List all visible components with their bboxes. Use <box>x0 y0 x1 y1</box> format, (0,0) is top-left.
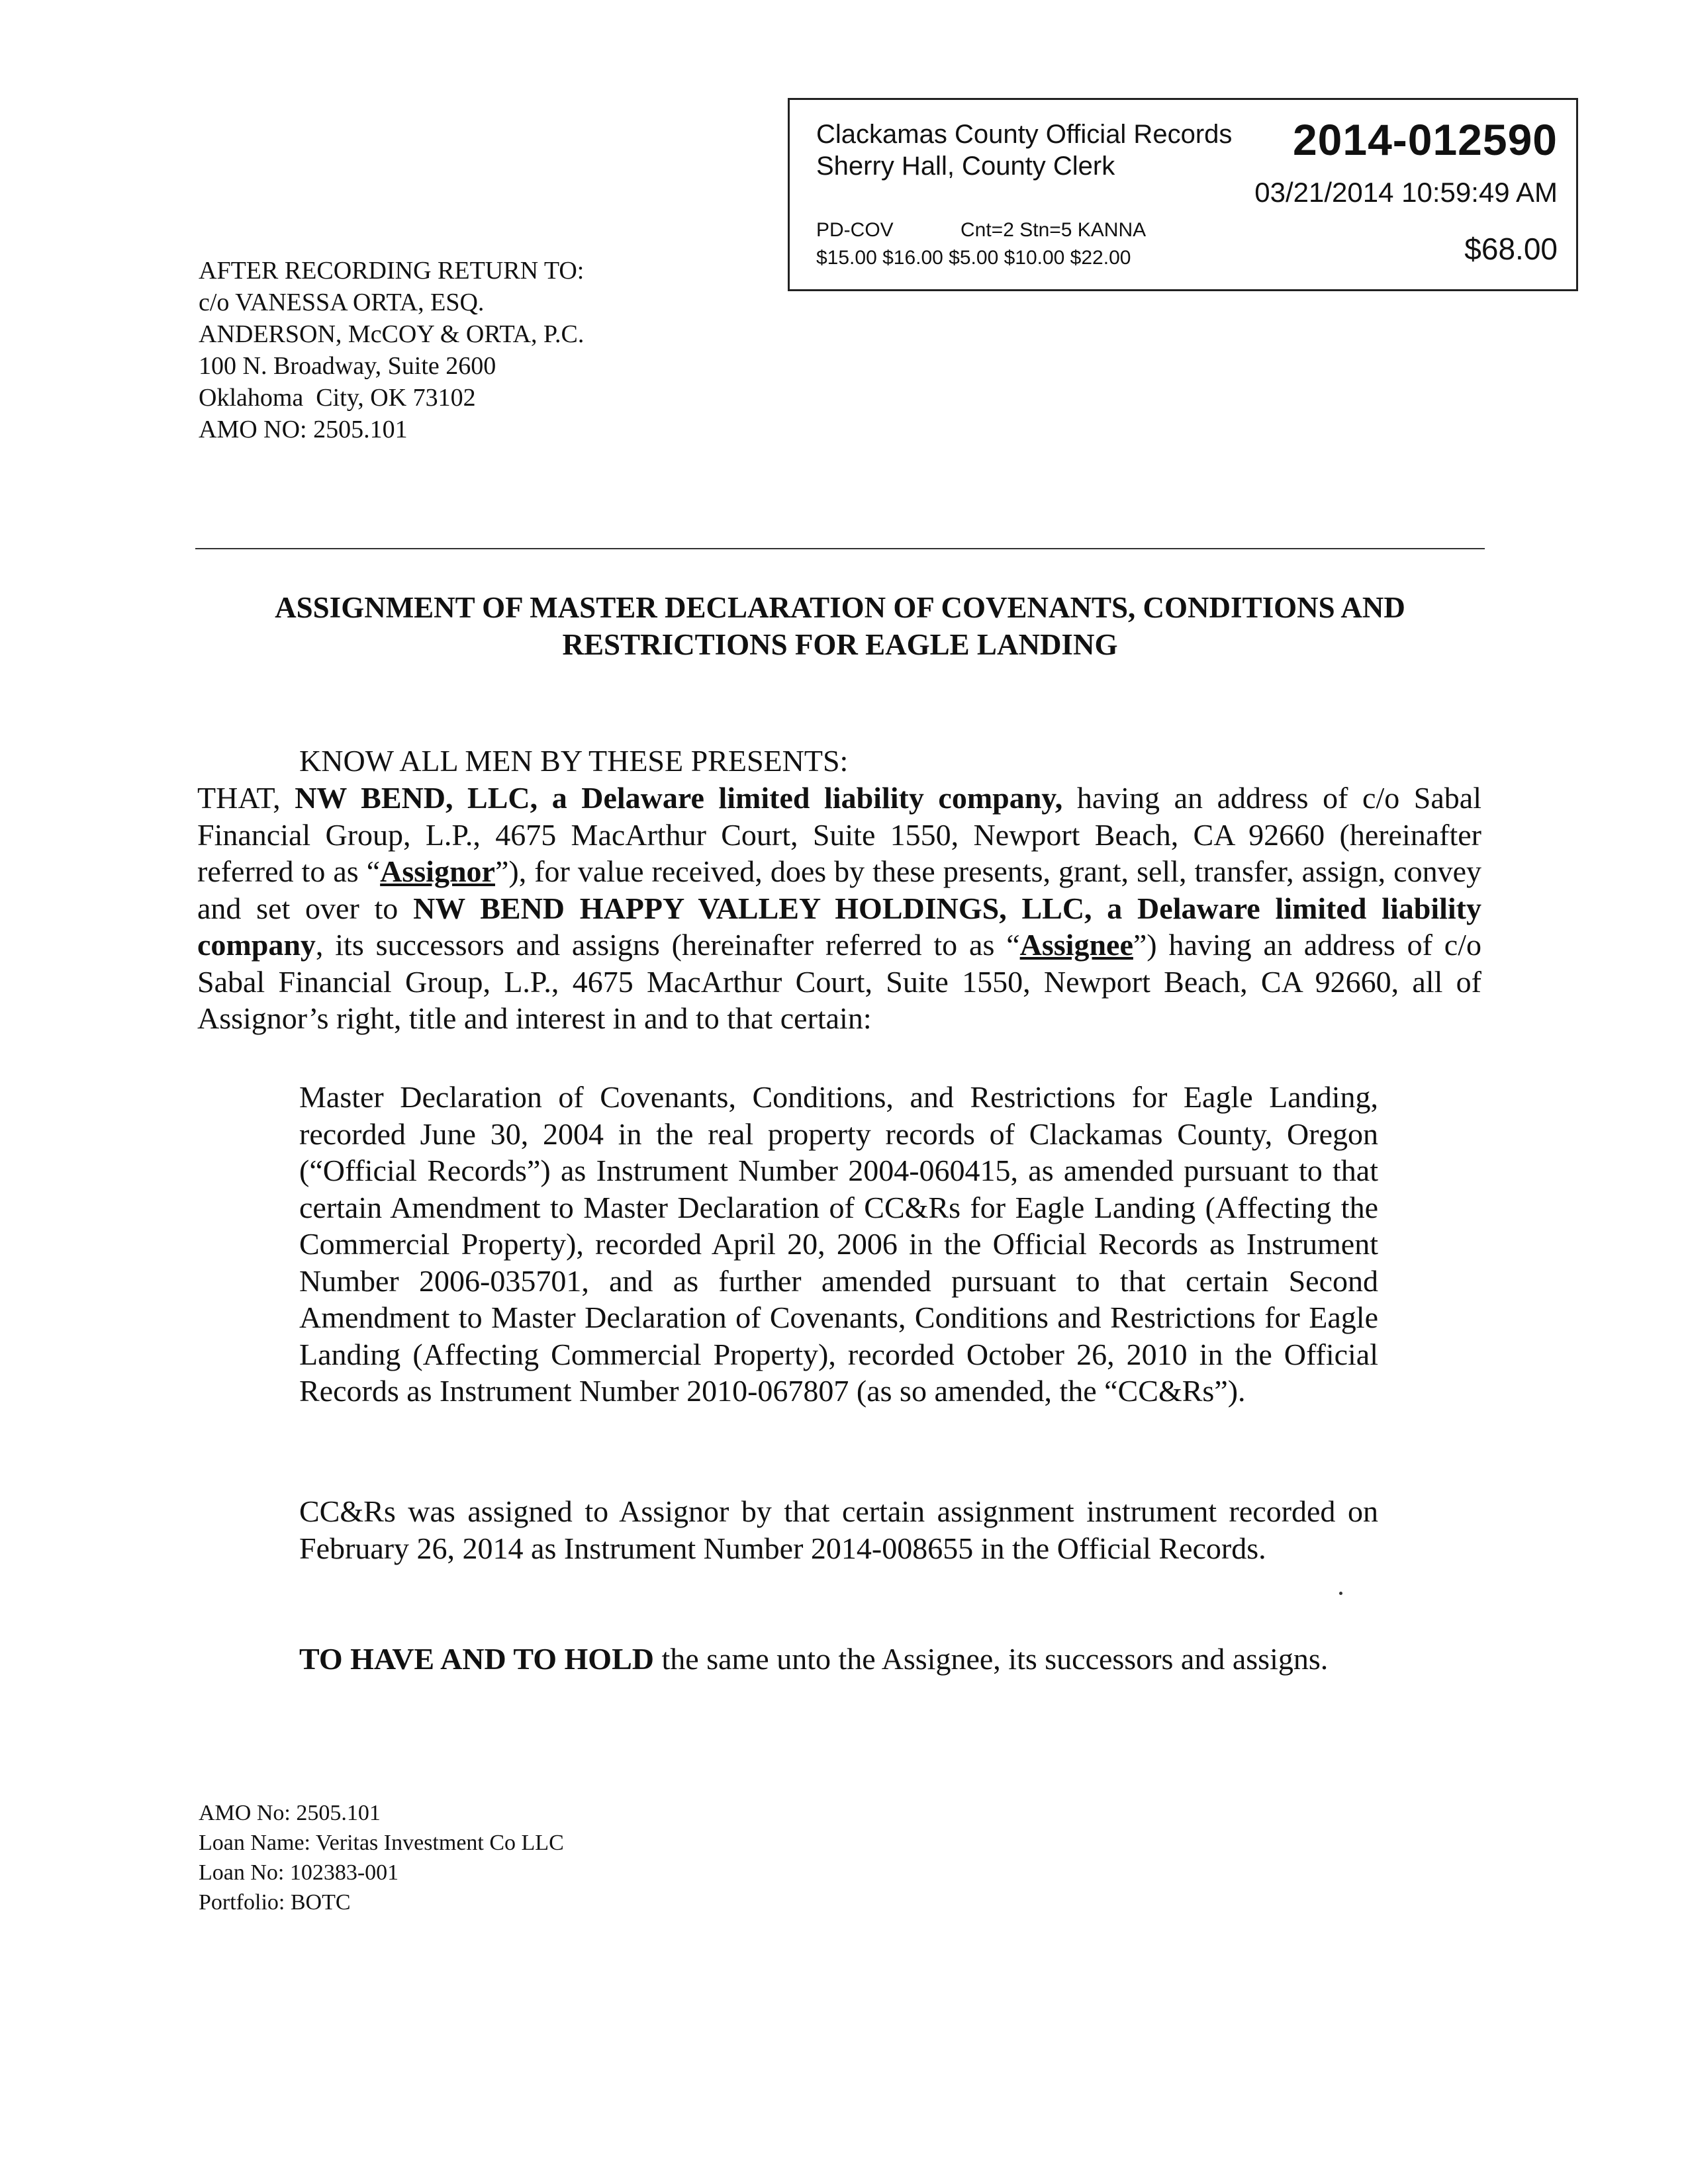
return-address-line: Oklahoma City, OK 73102 <box>199 384 476 412</box>
recording-stamp <box>788 98 1578 291</box>
return-address-line: ANDERSON, McCOY & ORTA, P.C. <box>199 320 585 348</box>
granting-text: ”) having an address of c/o Sabal Financial Group, L.P., 4675 MacArthur Court, Suite 1550, Newport Beach, CA 92660, all of Assignor’s right, title and interest in and to that certain: <box>197 928 1481 1035</box>
title-line-2: RESTRICTIONS FOR EAGLE LANDING <box>562 628 1118 661</box>
habendum-clause <box>299 1641 1328 1676</box>
return-address-block <box>199 255 584 445</box>
county-records-label: Clackamas County Official Records <box>816 120 1233 149</box>
instrument-number: 2014-012590 <box>1292 115 1558 164</box>
granting-text: , its successors and assigns (hereinafter referred to as “ <box>315 928 1020 962</box>
footer-loan-name: Loan Name: Veritas Investment Co LLC <box>199 1831 564 1855</box>
footer-portfolio: Portfolio: BOTC <box>199 1890 351 1915</box>
assignor-name: NW BEND, LLC, a Delaware limited liability company, <box>295 781 1063 815</box>
loan-footer <box>199 1798 564 1917</box>
fee-breakdown: $15.00 $16.00 $5.00 $10.00 $22.00 <box>816 247 1131 269</box>
count-info: Cnt=2 Stn=5 KANNA <box>961 219 1147 241</box>
habendum-bold: TO HAVE AND TO HOLD <box>299 1642 654 1676</box>
return-address-line: 100 N. Broadway, Suite 2600 <box>199 352 496 380</box>
county-clerk-label: Sherry Hall, County Clerk <box>816 152 1115 181</box>
salutation: KNOW ALL MEN BY THESE PRESENTS: <box>299 744 849 778</box>
prior-assignment-paragraph: CC&Rs was assigned to Assignor by that certain assignment instrument recorded on February 26, 2014 as Instrument Number 2014-008655 in the Official Records. <box>299 1494 1378 1565</box>
total-fee: $68.00 <box>1464 232 1558 266</box>
return-address-line: c/o VANESSA ORTA, ESQ. <box>199 289 485 316</box>
granting-text: ”), for value received, does by these presents, grant, sell, transfer, assign, convey and set over to <box>197 854 1481 925</box>
document-title <box>195 589 1485 663</box>
title-line-1: ASSIGNMENT OF MASTER DECLARATION OF COVENANTS, CONDITIONS AND <box>275 591 1405 624</box>
recording-datetime: 03/21/2014 10:59:49 AM <box>1254 177 1558 208</box>
assignee-name: NW BEND HAPPY VALLEY HOLDINGS, LLC, a Delaware limited liability company <box>197 891 1482 962</box>
habendum-text: the same unto the Assignee, its successors and assigns. <box>654 1642 1329 1676</box>
assignee-term: Assignee <box>1019 928 1133 962</box>
scan-speck <box>1339 1592 1342 1595</box>
horizontal-divider <box>195 548 1485 549</box>
footer-amo-number: AMO No: 2505.101 <box>199 1801 381 1825</box>
return-address-heading: AFTER RECORDING RETURN TO: <box>199 257 585 285</box>
return-address-line: AMO NO: 2505.101 <box>199 416 408 443</box>
document-code: PD-COV <box>816 219 894 241</box>
granting-paragraph <box>197 780 1481 1037</box>
granting-text: having an address of c/o Sabal Financial Group, L.P., 4675 MacArthur Court, Suite 1550, Newport Beach, CA 92660 (hereinafter referred to as “ <box>197 781 1481 888</box>
declaration-paragraph: Master Declaration of Covenants, Conditions, and Restrictions for Eagle Landing, recorded June 30, 2004 in the real property records of Clackamas County, Oregon (“Official Records”) as Instrument Number 2004-060415, as amended pursuant to that certain Amendment to Master Declaration of CC&Rs for Eagle Landing (Affecting the Commercial Property), recorded April 20, 2006 in the Official Records as Instrument Number 2006-035701, and as further amended pursuant to that certain Second Amendment to Master Declaration of Covenants, Conditions and Restrictions for Eagle Landing (Affecting Commercial Property), recorded October 26, 2010 in the Official Records as Instrument Number 2010-067807 (as so amended, the “CC&Rs”). <box>299 1080 1378 1408</box>
footer-loan-number: Loan No: 102383-001 <box>199 1860 399 1885</box>
granting-text: THAT, <box>197 781 295 815</box>
assignor-term: Assignor <box>380 854 495 888</box>
